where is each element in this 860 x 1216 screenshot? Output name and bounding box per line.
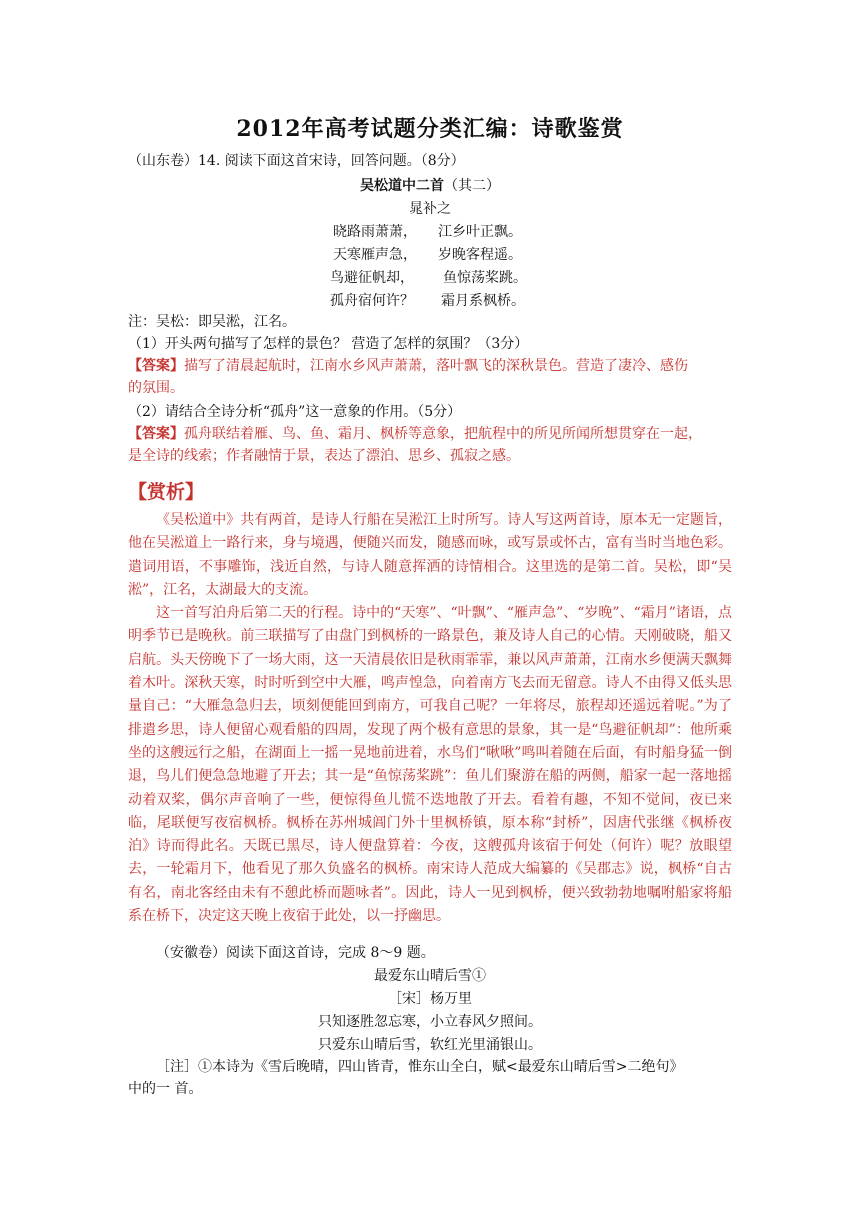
page-title: 2012年高考试题分类汇编：诗歌鉴赏 xyxy=(236,116,624,142)
appreciation-paragraph-1: 《吴松道中》共有两首，是诗人行船在吴淞江上时所写。诗人写这两首诗，原本无一定题旨，他在吴淞道上一路行来，身与境遇，便随兴而发，随感而咏，或写景或怀古，富有当时当地色彩。遣词用语，不事雕饰，浅近自然，与诗人随意挥洒的诗情相合。这里选的是第二首。吴松，即“吴淞”，江名，太湖最大的支流。 xyxy=(128,512,732,598)
poem-line-4b: 霜月系枫桥。 xyxy=(441,293,525,309)
poem2-line-2: 只爱东山晴后雪，软红光里涌银山。 xyxy=(318,1037,542,1053)
poem-line-3b: 鱼惊荡桨跳。 xyxy=(443,270,527,286)
poem-line-1b: 江乡叶正飘。 xyxy=(438,224,522,240)
poem-line-3a: 鸟避征帆却， xyxy=(330,270,414,286)
poem-line-1a: 晓路雨萧萧， xyxy=(333,224,417,240)
answer-tag: 【答案】 xyxy=(128,358,184,374)
poem-title-line xyxy=(0,175,860,195)
question-1: （1）开头两句描写了怎样的景色？ 营造了怎样的氛围？（3分） xyxy=(128,336,529,352)
appreciation-paragraph-2: 这一首写泊舟后第二天的行程。诗中的“天寒”、“叶飘”、“雁声急”、“岁晚”、“霜月”诸语，点明季节已是晚秋。前三联描写了由盘门到枫桥的一路景色，兼及诗人自己的心情。天刚破晓，船又启航。头天傍晚下了一场大雨，这一天清晨依旧是秋雨霏霏，兼以风声萧萧，江南水乡便满天飘舞着木叶。深秋天寒，时时听到空中大雁，鸣声惶急，向着南方飞去而无留意。诗人不由得又低头思量自己：“大雁急急归去，顷刻便能回到南方，可我自己呢？一年将尽，旅程却还遥远着呢。”为了排遣乡思，诗人便留心观看船的四周，发现了两个极有意思的景象，其一是“鸟避征帆却”：他所乘坐的这艘远行之船，在湖面上一摇一晃地前进着，水鸟们“啾啾”鸣叫着随在后面，有时船身猛一倒退，鸟儿们便急急地避了开去；其一是“鱼惊荡桨跳”：鱼儿们聚游在船的两侧，船家一起一落地摇动着双桨，偶尔声音响了一些，便惊得鱼儿慌不迭地散了开去。看着有趣，不知不觉间，夜已来临，尾联便写夜宿枫桥。枫桥在苏州城阊门外十里枫桥镇，原本称“封桥”，因唐代张继《枫桥夜泊》诗而得此名。天既已黑尽，诗人便盘算着：今夜，这艘孤舟该宿于何处（何许）呢？放眼望去，一轮霜月下，他看见了那久负盛名的枫桥。南宋诗人范成大编纂的《吴郡志》说，枫桥“自古有名，南北客经由未有不憩此桥而题咏者”。因此，诗人一见到枫桥，便兴致勃勃地嘱咐船家将船系在桥下，决定这天晚上夜宿于此处，以一抒幽思。 xyxy=(128,605,732,925)
poem2-line-1: 只知逐胜忽忘寒，小立春风夕照间。 xyxy=(318,1014,542,1030)
poem2-note-cont: 中的一 首。 xyxy=(128,1081,203,1097)
poem2-note: ［注］①本诗为《雪后晚晴，四山皆青，惟东山全白，赋<最爱东山晴后雪>二绝句》 xyxy=(156,1059,684,1075)
poem-line-4a: 孤舟宿何许？ xyxy=(330,293,414,309)
poem-title-suffix: （其二） xyxy=(444,178,500,194)
answer-2 xyxy=(128,423,732,467)
poem2-author: ［宋］杨万里 xyxy=(388,991,472,1007)
poem-note: 注：吴松：即吴淞，江名。 xyxy=(128,314,296,330)
answer-1-text-cont: 的氛围。 xyxy=(128,380,184,396)
appreciation-body xyxy=(128,509,732,928)
poem-title: 吴松道中二首 xyxy=(360,178,444,194)
question-2: （2）请结合全诗分析“孤舟”这一意象的作用。（5分） xyxy=(128,404,462,420)
answer-tag: 【答案】 xyxy=(128,426,184,442)
answer-2-text-cont: 是全诗的线索；作者融情于景，表达了漂泊、思乡、孤寂之感。 xyxy=(128,448,520,464)
answer-2-text: 孤舟联结着雁、鸟、鱼、霜月、枫桥等意象，把航程中的所见所闻所想贯穿在一起， xyxy=(184,426,702,442)
answer-1 xyxy=(128,355,732,399)
poem-author: 晁补之 xyxy=(409,201,451,217)
poem2-title: 最爱东山晴后雪① xyxy=(374,968,486,984)
appreciation-heading: 【赏析】 xyxy=(128,481,205,503)
poem-line-2b: 岁晚客程遥。 xyxy=(438,247,522,263)
answer-1-text: 描写了清晨起航时，江南水乡风声萧萧，落叶飘飞的深秋景色。营造了凄冷、感伤 xyxy=(184,358,688,374)
poem-line-2a: 天寒雁声急， xyxy=(333,247,417,263)
question-intro-shandong: （山东卷）14. 阅读下面这首宋诗，回答问题。（8分） xyxy=(128,153,465,169)
question-intro-anhui: （安徽卷）阅读下面这首诗，完成 8～9 题。 xyxy=(156,945,435,961)
